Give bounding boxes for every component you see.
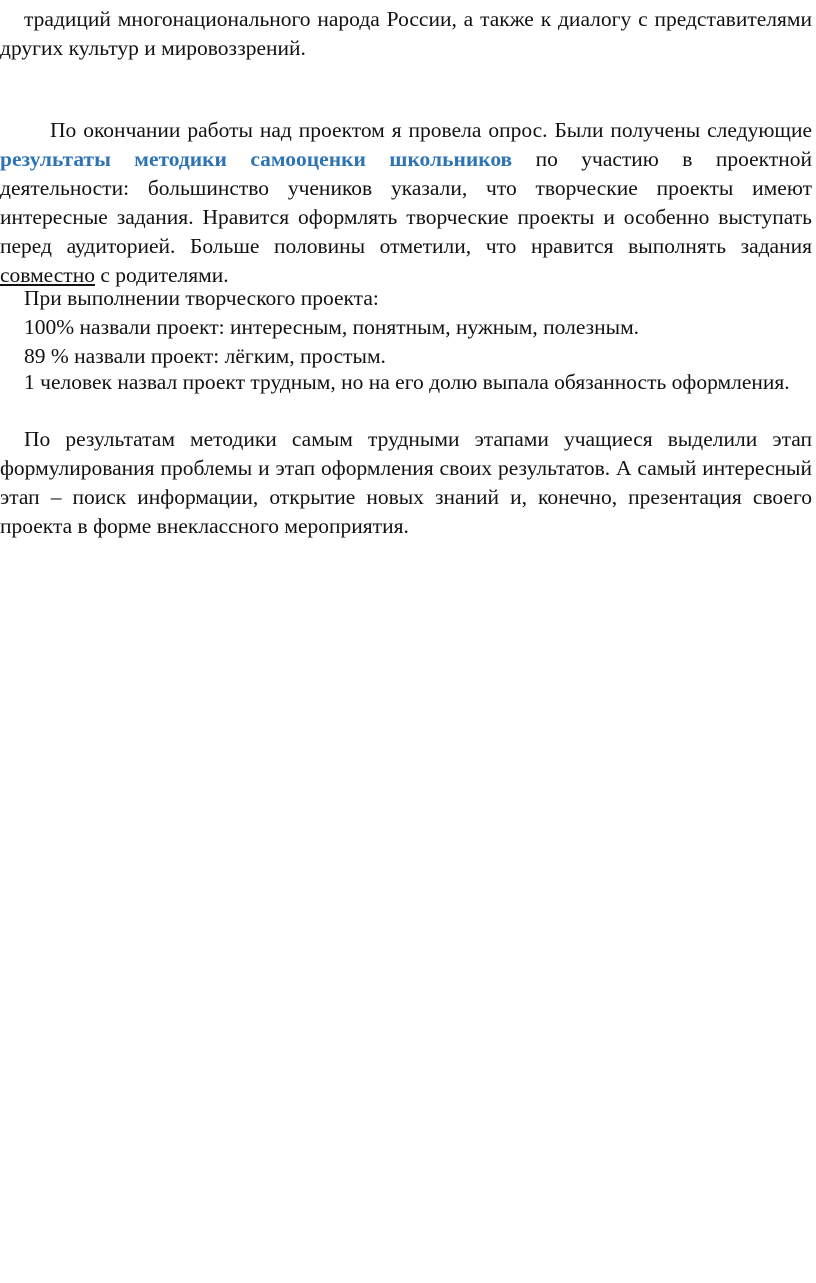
methodology-highlight: результаты методики самооценки школьников — [0, 147, 513, 171]
underlined-word: совместно — [0, 263, 95, 287]
survey-intro-text: По окончании работы над проектом я провела опрос. Были получены следующие — [50, 118, 812, 142]
paragraph-survey-results — [0, 116, 812, 290]
paragraph-stat-100: 100% назвали проект: интересным, понятным, нужным, полезным. — [24, 315, 640, 339]
paragraph-project-intro: При выполнении творческого проекта: — [24, 286, 379, 310]
survey-body-text: по участию в проектной деятельности: большинство учеников указали, что творческие проекты имеют интересные задания. Нравится оформлять творческие проекты и особенно выступать перед аудиторией. Больше половины отметили, что нравится выполнять задания — [0, 147, 812, 258]
paragraph-traditions: традиций многонационального народа России, а также к диалогу с представителями других культур и мировоззрений. — [0, 7, 812, 60]
paragraph-stat-89: 89 % назвали проект: лёгким, простым. — [24, 344, 386, 368]
paragraph-one-person: 1 человек назвал проект трудным, но на его долю выпала обязанность оформления. — [24, 370, 790, 394]
survey-end-text: с родителями. — [94, 263, 229, 287]
paragraph-conclusion: По результатам методики самым трудными этапами учащиеся выделили этап формулирования проблемы и этап оформления своих результатов. А самый интересный этап – поиск информации, открытие новых знаний и, конечно, презентация своего проекта в форме внеклассного мероприятия. — [0, 427, 812, 538]
